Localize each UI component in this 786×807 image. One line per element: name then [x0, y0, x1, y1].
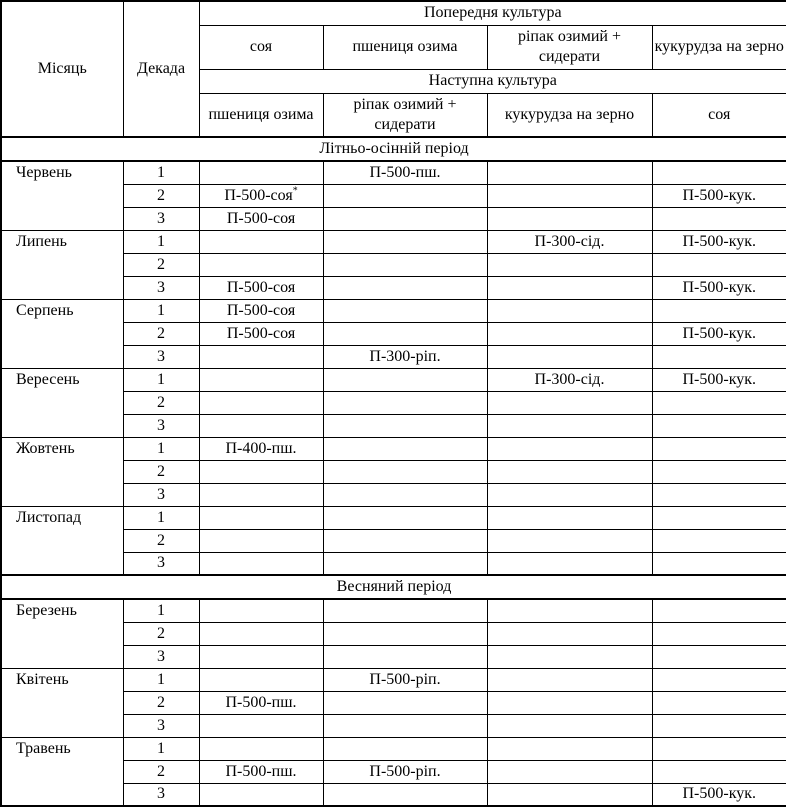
data-cell	[652, 345, 786, 368]
section-title: Весняний період	[1, 575, 786, 599]
data-cell	[323, 506, 487, 529]
data-cell	[487, 691, 652, 714]
data-cell	[323, 599, 487, 622]
data-cell	[323, 322, 487, 345]
data-cell	[199, 552, 323, 575]
data-cell	[652, 760, 786, 783]
month-cell: Травень	[1, 737, 123, 806]
month-cell: Серпень	[1, 299, 123, 368]
data-cell	[323, 391, 487, 414]
data-cell: П-500-соя	[199, 207, 323, 230]
decade-cell: 3	[123, 552, 199, 575]
data-cell	[323, 299, 487, 322]
data-cell	[199, 460, 323, 483]
prev-culture-winter-wheat-header: пшениця озима	[323, 25, 487, 69]
data-cell	[323, 230, 487, 253]
data-cell: П-500-кук.	[652, 230, 786, 253]
table-body	[1, 137, 786, 806]
data-cell	[487, 599, 652, 622]
month-cell: Вересень	[1, 368, 123, 437]
data-cell	[199, 622, 323, 645]
decade-cell: 2	[123, 391, 199, 414]
month-cell: Червень	[1, 161, 123, 230]
data-cell	[487, 668, 652, 691]
data-cell	[652, 552, 786, 575]
data-cell	[487, 460, 652, 483]
table-row	[1, 437, 786, 460]
data-cell	[199, 506, 323, 529]
table-row	[1, 737, 786, 760]
data-cell	[487, 207, 652, 230]
data-cell	[199, 161, 323, 184]
decade-cell: 1	[123, 668, 199, 691]
data-cell	[487, 506, 652, 529]
data-cell	[323, 276, 487, 299]
data-cell: П-300-сід.	[487, 368, 652, 391]
data-cell	[199, 714, 323, 737]
data-cell	[323, 483, 487, 506]
table-row	[1, 161, 786, 184]
decade-cell: 2	[123, 760, 199, 783]
table-row	[1, 599, 786, 622]
decade-cell: 2	[123, 691, 199, 714]
data-cell	[487, 622, 652, 645]
data-cell	[652, 691, 786, 714]
decade-column-header: Декада	[123, 1, 199, 137]
data-cell	[199, 368, 323, 391]
data-cell	[487, 483, 652, 506]
decade-cell: 2	[123, 184, 199, 207]
data-cell	[487, 253, 652, 276]
data-cell	[487, 529, 652, 552]
data-cell: П-500-кук.	[652, 322, 786, 345]
data-cell	[487, 737, 652, 760]
data-cell: П-500-кук.	[652, 276, 786, 299]
data-cell	[323, 737, 487, 760]
data-cell	[487, 161, 652, 184]
data-cell: П-500-пш.	[199, 691, 323, 714]
data-cell	[652, 714, 786, 737]
month-column-header: Місяць	[1, 1, 123, 137]
data-cell	[652, 668, 786, 691]
data-cell	[652, 207, 786, 230]
data-cell: П-500-кук.	[652, 783, 786, 806]
data-cell	[487, 552, 652, 575]
decade-cell: 1	[123, 368, 199, 391]
table-row	[1, 230, 786, 253]
month-cell: Березень	[1, 599, 123, 668]
decade-cell: 2	[123, 460, 199, 483]
month-cell: Листопад	[1, 506, 123, 575]
data-cell	[652, 645, 786, 668]
data-cell	[652, 414, 786, 437]
table-row	[1, 506, 786, 529]
data-cell	[323, 552, 487, 575]
month-cell: Квітень	[1, 668, 123, 737]
data-cell	[323, 437, 487, 460]
data-cell	[652, 737, 786, 760]
data-cell	[199, 668, 323, 691]
data-cell	[487, 345, 652, 368]
data-cell	[652, 599, 786, 622]
decade-cell: 1	[123, 737, 199, 760]
decade-cell: 3	[123, 483, 199, 506]
data-cell: П-500-ріп.	[323, 760, 487, 783]
prev-culture-rapeseed-header: ріпак озимий + сидерати	[487, 25, 652, 69]
data-cell	[487, 437, 652, 460]
data-cell: П-500-кук.	[652, 184, 786, 207]
data-cell	[652, 299, 786, 322]
data-cell	[652, 391, 786, 414]
decade-cell: 1	[123, 161, 199, 184]
data-cell: П-500-соя	[199, 322, 323, 345]
table-row	[1, 668, 786, 691]
data-cell	[652, 161, 786, 184]
data-cell	[199, 414, 323, 437]
table-row	[1, 299, 786, 322]
data-cell: П-500-кук.	[652, 368, 786, 391]
data-cell	[199, 737, 323, 760]
data-cell: П-500-соя	[199, 299, 323, 322]
decade-cell: 3	[123, 207, 199, 230]
data-cell	[323, 414, 487, 437]
data-cell	[323, 691, 487, 714]
month-cell: Жовтень	[1, 437, 123, 506]
data-cell	[199, 483, 323, 506]
decade-cell: 2	[123, 322, 199, 345]
data-cell	[323, 714, 487, 737]
data-cell	[199, 391, 323, 414]
decade-cell: 1	[123, 437, 199, 460]
prev-culture-soy-header: соя	[199, 25, 323, 69]
month-cell: Липень	[1, 230, 123, 299]
data-cell	[487, 714, 652, 737]
data-cell	[199, 230, 323, 253]
data-cell	[323, 460, 487, 483]
previous-culture-group-header: Попередня культура	[199, 1, 786, 25]
decade-cell: 3	[123, 276, 199, 299]
data-cell	[487, 391, 652, 414]
next-culture-corn-header: кукурудза на зерно	[487, 93, 652, 137]
data-cell	[652, 622, 786, 645]
data-cell	[487, 414, 652, 437]
data-cell: П-400-пш.	[199, 437, 323, 460]
data-cell	[487, 322, 652, 345]
next-culture-group-header: Наступна культура	[199, 69, 786, 93]
data-cell	[323, 253, 487, 276]
decade-cell: 3	[123, 645, 199, 668]
data-cell	[323, 645, 487, 668]
decade-cell: 1	[123, 299, 199, 322]
data-cell	[199, 599, 323, 622]
data-cell	[323, 622, 487, 645]
decade-cell: 1	[123, 599, 199, 622]
data-cell	[652, 437, 786, 460]
data-cell	[652, 529, 786, 552]
decade-cell: 3	[123, 345, 199, 368]
decade-cell: 3	[123, 714, 199, 737]
data-cell: П-500-ріп.	[323, 668, 487, 691]
data-cell	[652, 460, 786, 483]
data-cell	[652, 253, 786, 276]
data-cell	[199, 253, 323, 276]
data-cell	[199, 645, 323, 668]
data-cell	[652, 483, 786, 506]
data-cell	[487, 299, 652, 322]
decade-cell: 2	[123, 253, 199, 276]
decade-cell: 2	[123, 529, 199, 552]
data-cell: П-500-пш.	[199, 760, 323, 783]
decade-cell: 3	[123, 414, 199, 437]
decade-cell: 3	[123, 783, 199, 806]
section-title: Літньо-осінній період	[1, 137, 786, 161]
data-cell	[323, 184, 487, 207]
prev-culture-corn-header: кукурудза на зерно	[652, 25, 786, 69]
data-cell	[487, 645, 652, 668]
next-culture-soy-header: соя	[652, 93, 786, 137]
table-row	[1, 368, 786, 391]
data-cell: П-500-соя*	[199, 184, 323, 207]
data-cell: П-500-пш.	[323, 161, 487, 184]
data-cell	[323, 529, 487, 552]
data-cell	[323, 368, 487, 391]
data-cell	[487, 760, 652, 783]
data-cell: П-300-ріп.	[323, 345, 487, 368]
data-cell	[487, 184, 652, 207]
data-cell	[487, 276, 652, 299]
data-cell: П-300-сід.	[487, 230, 652, 253]
data-cell: П-500-соя	[199, 276, 323, 299]
decade-cell: 2	[123, 622, 199, 645]
next-culture-winter-wheat-header: пшениця озима	[199, 93, 323, 137]
data-cell	[652, 506, 786, 529]
data-cell	[323, 207, 487, 230]
decade-cell: 1	[123, 230, 199, 253]
next-culture-rapeseed-header: ріпак озимий + сидерати	[323, 93, 487, 137]
decade-cell: 1	[123, 506, 199, 529]
data-cell	[199, 345, 323, 368]
data-cell	[199, 529, 323, 552]
